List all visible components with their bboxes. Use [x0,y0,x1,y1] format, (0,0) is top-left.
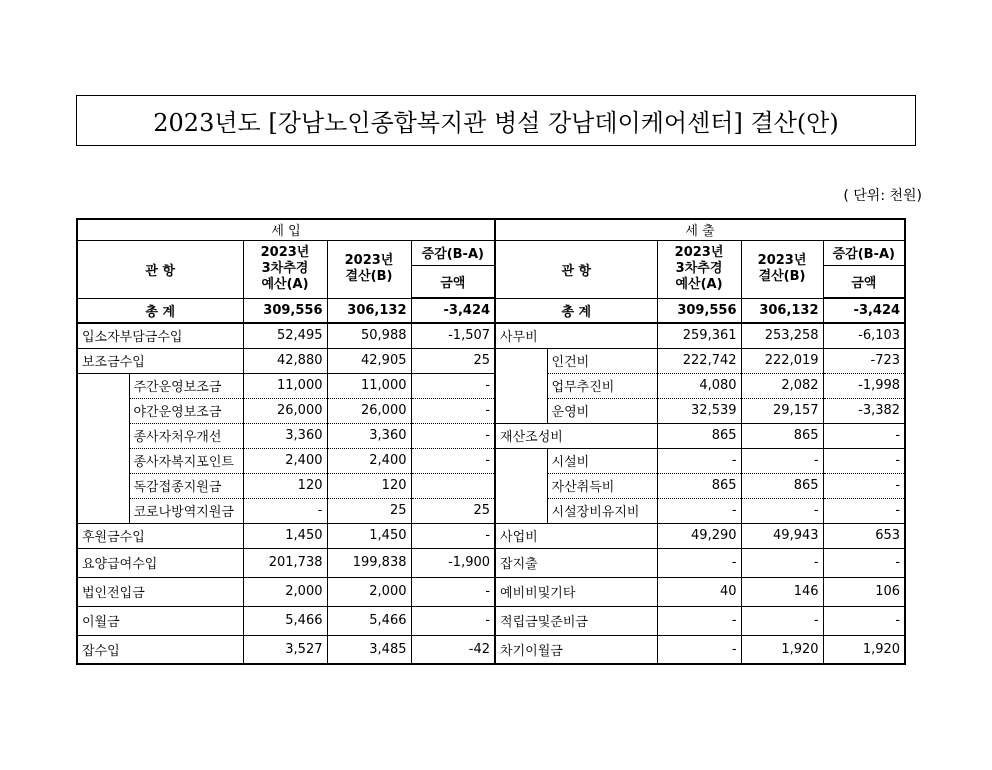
settlement-table [76,218,906,665]
expense-item: 사무비 [495,323,657,348]
table-row [77,323,905,348]
expense-gwanhang-header: 관 항 [495,240,657,298]
income-actual: 2,400 [327,448,411,473]
expense-budget: 259,361 [657,323,741,348]
expense-budget: - [657,606,741,635]
expense-actual: - [741,606,823,635]
expense-item: 차기이월금 [495,635,657,664]
expense-subitem: 시설비 [547,448,657,473]
income-actual: 2,000 [327,577,411,606]
expense-diff: - [823,548,905,577]
income-diff: 25 [411,348,495,373]
expense-diff: - [823,423,905,448]
expense-diff: -723 [823,348,905,373]
expense-actual-header: 2023년 결산(B) [741,240,823,298]
income-actual: 120 [327,473,411,498]
income-budget: 42,880 [243,348,327,373]
expense-item: 적립금및준비금 [495,606,657,635]
expense-budget: 865 [657,423,741,448]
income-header: 세 입 [77,219,495,240]
income-actual-header: 2023년 결산(B) [327,240,411,298]
income-actual: 3,485 [327,635,411,664]
income-budget: 3,360 [243,423,327,448]
expense-diff: - [823,473,905,498]
expense-actual: 253,258 [741,323,823,348]
expense-diff: -3,382 [823,398,905,423]
income-item: 요양급여수입 [77,548,243,577]
table-row [77,577,905,606]
income-diff-header: 증감(B-A) [411,240,495,265]
income-total-actual: 306,132 [327,298,411,323]
table-row [77,423,905,448]
expense-budget: 40 [657,577,741,606]
expense-total-diff: -3,424 [823,298,905,323]
income-item: 법인전입금 [77,577,243,606]
expense-budget: 222,742 [657,348,741,373]
expense-actual: 1,920 [741,635,823,664]
expense-subitem: 업무추진비 [547,373,657,398]
income-diff: - [411,523,495,548]
income-actual: 50,988 [327,323,411,348]
table-row [77,606,905,635]
total-row [77,298,905,323]
expense-budget-header: 2023년 3차추경 예산(A) [657,240,741,298]
income-diff: - [411,373,495,398]
expense-budget: 865 [657,473,741,498]
income-diff: 25 [411,498,495,523]
unit-note: ( 단위: 천원) [843,188,922,204]
income-item: 이월금 [77,606,243,635]
expense-indent-cell [495,348,547,423]
income-budget: 3,527 [243,635,327,664]
expense-item: 사업비 [495,523,657,548]
expense-diff-header: 증감(B-A) [823,240,905,265]
income-budget: 1,450 [243,523,327,548]
income-diff: - [411,606,495,635]
expense-budget: 32,539 [657,398,741,423]
income-budget-header: 2023년 3차추경 예산(A) [243,240,327,298]
income-actual: 1,450 [327,523,411,548]
income-diff [411,473,495,498]
income-diff: - [411,398,495,423]
income-total-diff: -3,424 [411,298,495,323]
expense-actual: 865 [741,423,823,448]
income-item: 후원금수입 [77,523,243,548]
income-subitem: 종사자복지포인트 [129,448,243,473]
income-total-label: 총 계 [77,298,243,323]
expense-actual: - [741,548,823,577]
expense-diff: - [823,498,905,523]
expense-budget: - [657,498,741,523]
income-actual: 11,000 [327,373,411,398]
table-row [77,635,905,664]
expense-total-actual: 306,132 [741,298,823,323]
expense-actual: 865 [741,473,823,498]
income-budget: 5,466 [243,606,327,635]
income-budget: 2,400 [243,448,327,473]
expense-subitem: 인건비 [547,348,657,373]
income-diff: -42 [411,635,495,664]
income-subitem: 야간운영보조금 [129,398,243,423]
income-diff: -1,900 [411,548,495,577]
expense-budget: - [657,448,741,473]
expense-actual: 146 [741,577,823,606]
expense-total-budget: 309,556 [657,298,741,323]
table-row [77,548,905,577]
income-budget: 2,000 [243,577,327,606]
expense-diff: 653 [823,523,905,548]
expense-item: 재산조성비 [495,423,657,448]
expense-budget: - [657,635,741,664]
income-subitem: 코로나방역지원금 [129,498,243,523]
expense-diff: 106 [823,577,905,606]
income-budget: 52,495 [243,323,327,348]
table-row [77,348,905,373]
income-diff: - [411,448,495,473]
income-budget: - [243,498,327,523]
expense-diff: 1,920 [823,635,905,664]
income-item: 입소자부담금수입 [77,323,243,348]
income-budget: 26,000 [243,398,327,423]
income-diff: -1,507 [411,323,495,348]
table-row [77,448,905,473]
expense-actual: - [741,498,823,523]
expense-item: 잡지출 [495,548,657,577]
expense-total-label: 총 계 [495,298,657,323]
expense-actual: 49,943 [741,523,823,548]
expense-budget: - [657,548,741,577]
income-total-budget: 309,556 [243,298,327,323]
expense-diff: -6,103 [823,323,905,348]
income-amount-header: 금액 [411,265,495,298]
table-row [77,398,905,423]
expense-actual: 29,157 [741,398,823,423]
income-actual: 26,000 [327,398,411,423]
expense-indent-cell [495,448,547,523]
income-subitem: 주간운영보조금 [129,373,243,398]
income-item: 잡수입 [77,635,243,664]
expense-subitem: 시설장비유지비 [547,498,657,523]
table-row [77,473,905,498]
expense-item: 예비비및기타 [495,577,657,606]
income-diff: - [411,577,495,606]
income-actual: 3,360 [327,423,411,448]
expense-actual: 222,019 [741,348,823,373]
expense-diff: - [823,606,905,635]
income-actual: 199,838 [327,548,411,577]
expense-actual: - [741,448,823,473]
table-row [77,498,905,523]
income-budget: 11,000 [243,373,327,398]
page-title: 2023년도 [강남노인종합복지관 병설 강남데이케어센터] 결산(안) [76,95,916,146]
income-subitem: 종사자처우개선 [129,423,243,448]
table-row [77,523,905,548]
income-indent-cell [77,373,129,523]
table-row [77,373,905,398]
expense-subitem: 자산취득비 [547,473,657,498]
income-actual: 42,905 [327,348,411,373]
income-subitem: 독감접종지원금 [129,473,243,498]
income-budget: 201,738 [243,548,327,577]
income-diff: - [411,423,495,448]
expense-diff: - [823,448,905,473]
income-gwanhang-header: 관 항 [77,240,243,298]
income-actual: 5,466 [327,606,411,635]
expense-actual: 2,082 [741,373,823,398]
expense-subitem: 운영비 [547,398,657,423]
income-actual: 25 [327,498,411,523]
income-item: 보조금수입 [77,348,243,373]
expense-amount-header: 금액 [823,265,905,298]
expense-header: 세 출 [495,219,905,240]
expense-diff: -1,998 [823,373,905,398]
income-budget: 120 [243,473,327,498]
expense-budget: 4,080 [657,373,741,398]
expense-budget: 49,290 [657,523,741,548]
